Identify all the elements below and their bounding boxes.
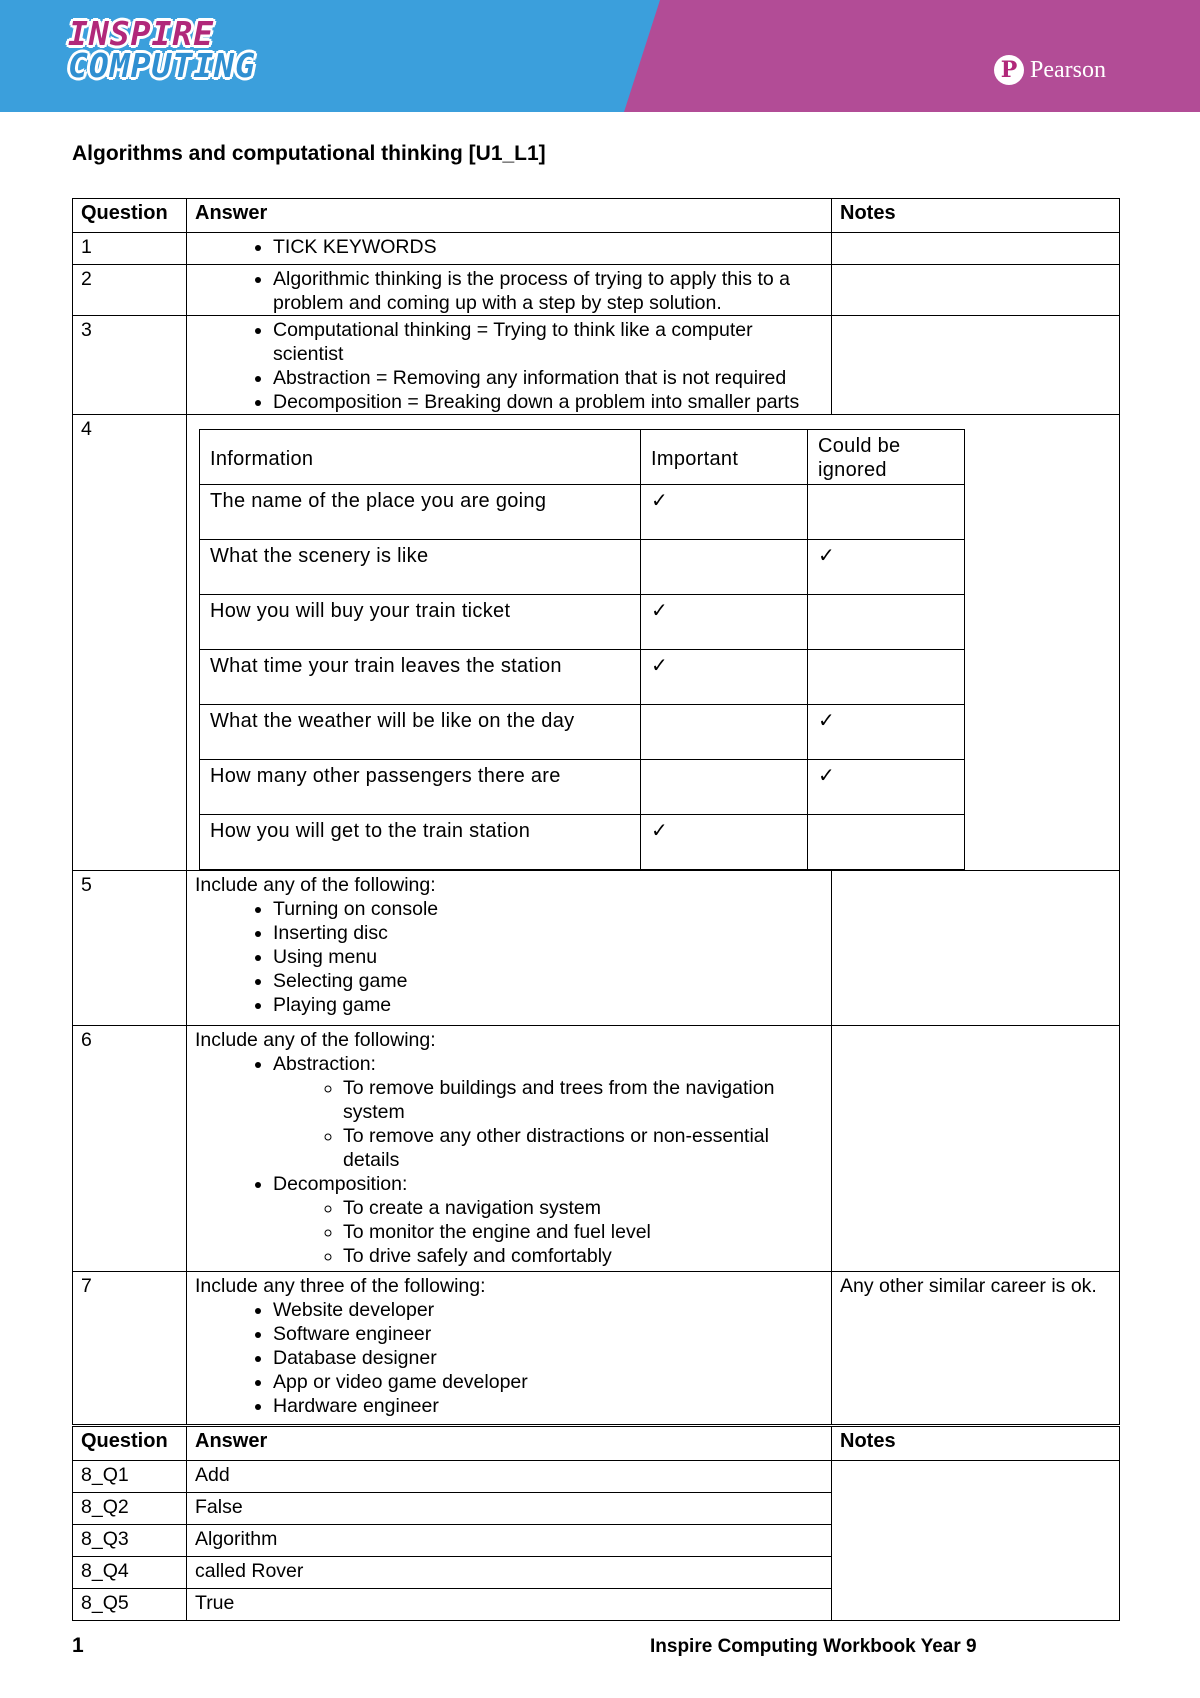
notes-cell [832, 1026, 1120, 1272]
answer-cell [187, 871, 832, 1026]
table-row-q4 [73, 415, 1120, 871]
header-question: Question [73, 1427, 187, 1461]
info-header-row [200, 430, 965, 485]
answer-cell: Algorithm [187, 1525, 832, 1557]
info-text: What the weather will be like on the day [200, 705, 641, 760]
group-label: Decomposition: [273, 1173, 408, 1195]
answer-lead: Include any of the following: [195, 1029, 436, 1051]
inspire-computing-logo [68, 14, 256, 85]
answer-cell [187, 1026, 832, 1272]
table-row-q2 [73, 265, 1120, 316]
table-row [200, 595, 965, 650]
header-notes: Notes [832, 199, 1120, 233]
important-tick: ✓ [641, 485, 808, 540]
list-item: • Database designer [273, 1346, 823, 1370]
answer-lead: Include any of the following: [195, 874, 436, 896]
page-title: Algorithms and computational thinking [U1_L1] [72, 142, 546, 165]
list-item: ◦ To remove any other distractions or non-essential details [343, 1124, 823, 1172]
answer-cell: False [187, 1493, 832, 1525]
table-row-q3 [73, 316, 1120, 415]
pearson-p-icon: P [994, 55, 1024, 85]
table-row [200, 815, 965, 870]
answer-cell-wide [187, 415, 1120, 871]
question-number: 4 [73, 415, 187, 871]
table-row-q7 [73, 1272, 1120, 1425]
table-row [200, 650, 965, 705]
question-number: 8_Q3 [73, 1525, 187, 1557]
table-row [200, 705, 965, 760]
list-item: ◦ To create a navigation system [343, 1196, 823, 1220]
table-row [200, 540, 965, 595]
list-item: • Decomposition = Breaking down a problem into smaller parts [273, 390, 823, 414]
table-row [200, 760, 965, 815]
list-item: • Turning on console [273, 897, 823, 921]
header-banner [0, 0, 1200, 112]
list-item: • Using menu [273, 945, 823, 969]
list-item: • Website developer [273, 1298, 823, 1322]
table-row [200, 485, 965, 540]
pearson-wordmark: Pearson [1030, 56, 1106, 83]
group-label: Abstraction: [273, 1053, 376, 1075]
info-header-important: Important [641, 430, 808, 485]
important-tick: ✓ [641, 595, 808, 650]
table-row-q5 [73, 871, 1120, 1026]
ignored-tick [808, 815, 965, 870]
ignored-tick: ✓ [808, 760, 965, 815]
quiz-answers-table [72, 1426, 1120, 1621]
question-number: 2 [73, 265, 187, 316]
question-number: 7 [73, 1272, 187, 1425]
question-number: 6 [73, 1026, 187, 1272]
list-item: • Selecting game [273, 969, 823, 993]
answer-cell [187, 265, 832, 316]
information-table [199, 429, 965, 870]
answer-cell [187, 1272, 832, 1425]
list-item: • Hardware engineer [273, 1394, 823, 1418]
list-item: • Software engineer [273, 1322, 823, 1346]
list-item: ◦ To drive safely and comfortably [343, 1244, 823, 1268]
question-number: 8_Q1 [73, 1461, 187, 1493]
info-text: What time your train leaves the station [200, 650, 641, 705]
footer-title: Inspire Computing Workbook Year 9 [650, 1636, 977, 1657]
important-tick [641, 705, 808, 760]
list-item: • TICK KEYWORDS [273, 235, 823, 259]
notes-cell [832, 871, 1120, 1026]
info-text: How you will buy your train ticket [200, 595, 641, 650]
table-row-q1 [73, 233, 1120, 265]
info-text: How many other passengers there are [200, 760, 641, 815]
header-answer: Answer [187, 199, 832, 233]
notes-cell: Any other similar career is ok. [832, 1272, 1120, 1425]
table-row [73, 1461, 1120, 1493]
list-item: • Algorithmic thinking is the process of trying to apply this to a problem and coming up with a step by step solution. [273, 267, 823, 315]
logo-line-inspire: INSPIRE [68, 14, 215, 53]
important-tick: ✓ [641, 650, 808, 705]
list-item: • Abstraction = Removing any information that is not required [273, 366, 823, 390]
pearson-logo [994, 55, 1106, 85]
page-number: 1 [72, 1634, 84, 1657]
header-answer: Answer [187, 1427, 832, 1461]
header-notes: Notes [832, 1427, 1120, 1461]
list-item [273, 1052, 823, 1172]
info-header-ignored: Could be ignored [808, 430, 965, 485]
list-item: • App or video game developer [273, 1370, 823, 1394]
list-item: • Inserting disc [273, 921, 823, 945]
info-text: How you will get to the train station [200, 815, 641, 870]
info-text: What the scenery is like [200, 540, 641, 595]
important-tick [641, 760, 808, 815]
list-item: ◦ To monitor the engine and fuel level [343, 1220, 823, 1244]
question-number: 3 [73, 316, 187, 415]
important-tick: ✓ [641, 815, 808, 870]
notes-cell [832, 1461, 1120, 1621]
question-number: 8_Q4 [73, 1557, 187, 1589]
notes-cell [832, 316, 1120, 415]
table-header-row [73, 1427, 1120, 1461]
answer-cell: True [187, 1589, 832, 1621]
list-item [273, 1172, 823, 1268]
ignored-tick: ✓ [808, 705, 965, 760]
ignored-tick [808, 485, 965, 540]
info-text: The name of the place you are going [200, 485, 641, 540]
table-row-q6 [73, 1026, 1120, 1272]
list-item: ◦ To remove buildings and trees from the navigation system [343, 1076, 823, 1124]
table-header-row [73, 199, 1120, 233]
answers-table [72, 198, 1120, 1425]
question-number: 5 [73, 871, 187, 1026]
info-header-information: Information [200, 430, 641, 485]
question-number: 8_Q5 [73, 1589, 187, 1621]
answer-lead: Include any three of the following: [195, 1275, 486, 1297]
notes-cell [832, 265, 1120, 316]
answer-cell: Add [187, 1461, 832, 1493]
header-question: Question [73, 199, 187, 233]
answer-cell: called Rover [187, 1557, 832, 1589]
question-number: 1 [73, 233, 187, 265]
question-number: 8_Q2 [73, 1493, 187, 1525]
ignored-tick [808, 650, 965, 705]
notes-cell [832, 233, 1120, 265]
ignored-tick: ✓ [808, 540, 965, 595]
answer-cell [187, 233, 832, 265]
list-item: • Computational thinking = Trying to think like a computer scientist [273, 318, 823, 366]
answer-cell [187, 316, 832, 415]
important-tick [641, 540, 808, 595]
logo-line-computing: COMPUTING [68, 46, 256, 85]
ignored-tick [808, 595, 965, 650]
list-item: • Playing game [273, 993, 823, 1017]
